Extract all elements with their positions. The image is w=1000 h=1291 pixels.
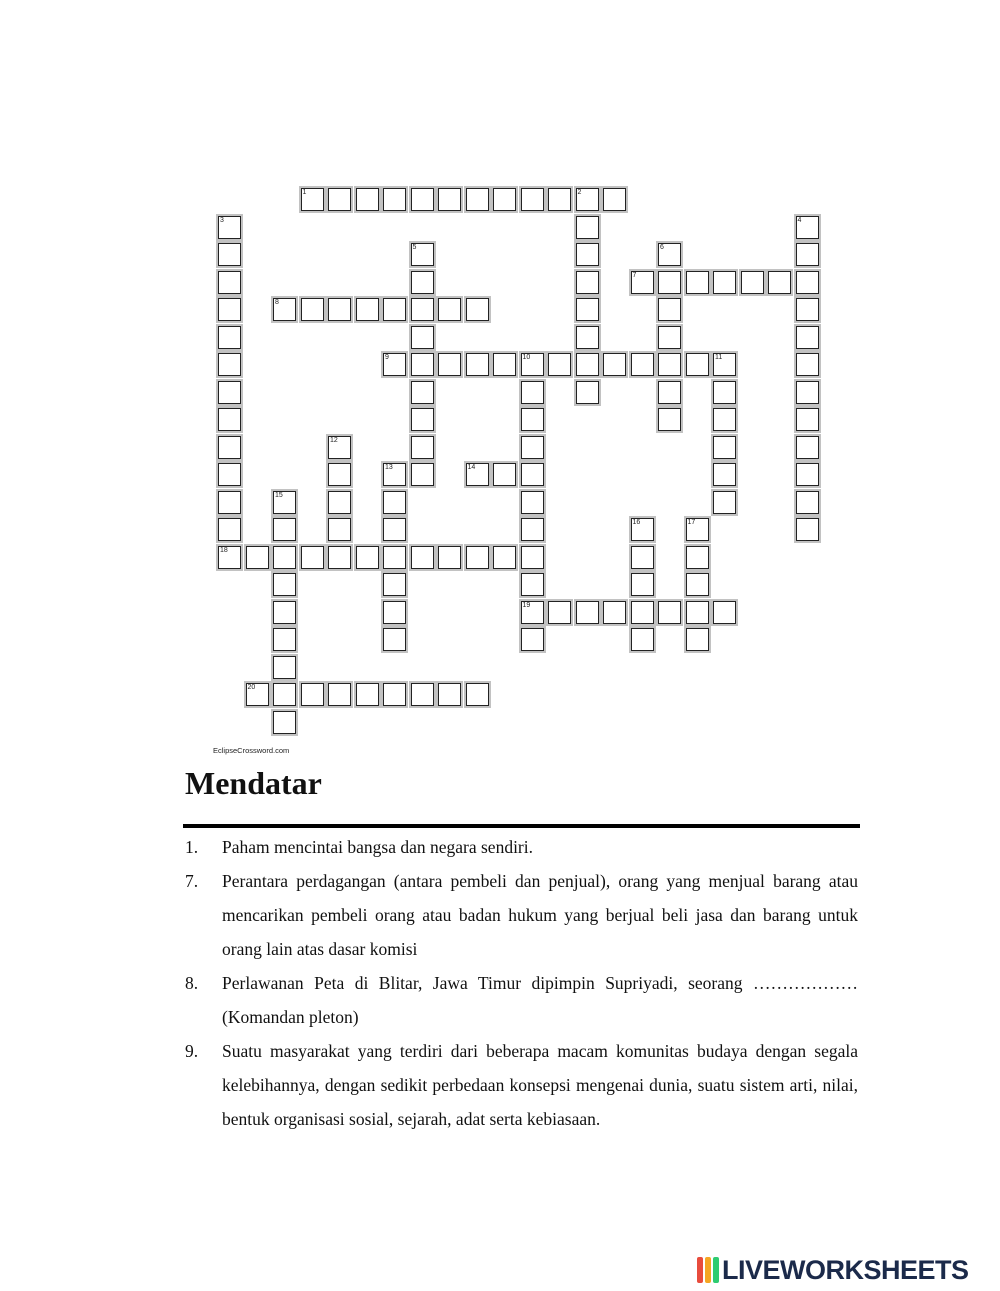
clue-text: Perlawanan Peta di Blitar, Jawa Timur dipimpin Supriyadi, seorang ……………… (Komandan pleton) xyxy=(222,973,858,1027)
crossword-cell[interactable] xyxy=(218,298,241,321)
crossword-cell[interactable] xyxy=(631,518,654,541)
crossword-cell[interactable] xyxy=(383,683,406,706)
crossword-cell[interactable] xyxy=(411,353,434,376)
logo-text: LIVEWORKSHEETS xyxy=(722,1254,969,1285)
crossword-cell[interactable] xyxy=(218,326,241,349)
crossword-cell[interactable] xyxy=(521,573,544,596)
crossword-cell[interactable] xyxy=(273,628,296,651)
crossword-cell[interactable] xyxy=(218,546,241,569)
crossword-cell[interactable] xyxy=(658,326,681,349)
crossword-cell[interactable] xyxy=(438,298,461,321)
crossword-cell[interactable] xyxy=(713,408,736,431)
crossword-cell[interactable] xyxy=(411,188,434,211)
crossword-cell[interactable] xyxy=(493,188,516,211)
crossword-cell[interactable] xyxy=(411,326,434,349)
clue-number: 7. xyxy=(185,871,199,891)
crossword-cell[interactable] xyxy=(328,298,351,321)
crossword-cell[interactable] xyxy=(796,326,819,349)
crossword-cell[interactable] xyxy=(493,546,516,569)
clue-number-label: 5 xyxy=(412,244,417,251)
liveworksheets-logo xyxy=(697,1254,969,1286)
crossword-cell[interactable] xyxy=(493,463,516,486)
clue-text: Perantara perdagangan (antara pembeli dan penjual), orang yang menjual barang atau mencarikan pembeli orang atau badan hukum yang berjual beli jasa dan barang untuk orang lain atas dasar komisi xyxy=(222,871,858,959)
crossword-cell[interactable] xyxy=(521,436,544,459)
crossword-cell[interactable] xyxy=(576,216,599,239)
crossword-cell[interactable] xyxy=(686,353,709,376)
clue-number-label: 3 xyxy=(220,216,224,224)
crossword-cell[interactable] xyxy=(411,381,434,404)
clue-item xyxy=(185,966,858,1034)
crossword-cell[interactable] xyxy=(218,463,241,486)
crossword-cell[interactable] xyxy=(686,573,709,596)
crossword-cell[interactable] xyxy=(273,518,296,541)
crossword-cell[interactable] xyxy=(631,601,654,624)
crossword-cell[interactable] xyxy=(713,601,736,624)
crossword-cell[interactable] xyxy=(713,436,736,459)
crossword-cell[interactable] xyxy=(301,683,324,706)
crossword-cell[interactable] xyxy=(658,271,681,294)
crossword-cell[interactable] xyxy=(521,353,544,376)
heading-divider xyxy=(183,824,860,828)
crossword-cell[interactable] xyxy=(631,546,654,569)
crossword-cell[interactable] xyxy=(631,628,654,651)
crossword-cell[interactable] xyxy=(328,463,351,486)
clue-number-label: 16 xyxy=(632,519,641,526)
clue-list xyxy=(185,830,858,1136)
crossword-cell[interactable] xyxy=(356,546,379,569)
crossword-cell[interactable] xyxy=(603,188,626,211)
crossword-cell[interactable] xyxy=(466,353,489,376)
crossword-cell[interactable] xyxy=(521,628,544,651)
crossword-cell[interactable] xyxy=(438,188,461,211)
clue-number-label: 20 xyxy=(247,684,256,691)
crossword-cell[interactable] xyxy=(631,271,654,294)
crossword-cell[interactable] xyxy=(273,601,296,624)
crossword-cell[interactable] xyxy=(466,463,489,486)
crossword-cell[interactable] xyxy=(301,188,324,211)
crossword-cell[interactable] xyxy=(796,298,819,321)
crossword-cell[interactable] xyxy=(686,271,709,294)
crossword-cell[interactable] xyxy=(658,353,681,376)
section-heading: Mendatar xyxy=(185,765,322,801)
crossword-cell[interactable] xyxy=(713,463,736,486)
crossword-cell[interactable] xyxy=(273,683,296,706)
crossword-cell[interactable] xyxy=(328,546,351,569)
crossword-cell[interactable] xyxy=(438,353,461,376)
crossword-cell[interactable] xyxy=(631,353,654,376)
crossword-cell[interactable] xyxy=(796,216,819,239)
crossword-cell[interactable] xyxy=(273,546,296,569)
crossword-cell[interactable] xyxy=(411,683,434,706)
crossword-cell[interactable] xyxy=(383,518,406,541)
crossword-cell[interactable] xyxy=(356,683,379,706)
crossword-cell[interactable] xyxy=(383,463,406,486)
crossword-cell[interactable] xyxy=(273,573,296,596)
crossword-cell[interactable] xyxy=(521,408,544,431)
crossword-cell[interactable] xyxy=(328,683,351,706)
crossword-cell[interactable] xyxy=(658,381,681,404)
crossword-cell[interactable] xyxy=(493,353,516,376)
crossword-cell[interactable] xyxy=(631,573,654,596)
clue-number-label: 8 xyxy=(275,299,279,306)
crossword-cell[interactable] xyxy=(328,518,351,541)
crossword-cell[interactable] xyxy=(796,436,819,459)
clue-number: 8. xyxy=(185,973,199,993)
crossword-cell[interactable] xyxy=(576,271,599,294)
crossword-cell[interactable] xyxy=(301,298,324,321)
crossword-cell[interactable] xyxy=(686,546,709,569)
crossword-cell[interactable] xyxy=(411,546,434,569)
clue-number: 9. xyxy=(185,1041,199,1061)
clue-item xyxy=(185,864,858,966)
crossword-cell[interactable] xyxy=(218,436,241,459)
crossword-cell[interactable] xyxy=(218,243,241,266)
crossword-cell[interactable] xyxy=(521,188,544,211)
clue-number-label: 9 xyxy=(385,354,389,361)
logo-bar xyxy=(697,1257,703,1283)
crossword-cell[interactable] xyxy=(438,546,461,569)
crossword-cell[interactable] xyxy=(521,601,544,624)
crossword-cell[interactable] xyxy=(246,683,269,706)
crossword-cell[interactable] xyxy=(576,353,599,376)
crossword-cell[interactable] xyxy=(383,573,406,596)
crossword-cell[interactable] xyxy=(411,463,434,486)
crossword-cell[interactable] xyxy=(521,546,544,569)
crossword-cell[interactable] xyxy=(218,271,241,294)
clue-number-label: 18 xyxy=(220,546,228,554)
crossword-cell[interactable] xyxy=(411,298,434,321)
crossword-cell[interactable] xyxy=(383,491,406,514)
crossword-cell[interactable] xyxy=(658,243,681,266)
crossword-cell[interactable] xyxy=(576,381,599,404)
crossword-credit: EclipseCrossword.com xyxy=(213,746,290,755)
crossword-cell[interactable] xyxy=(218,381,241,404)
clue-number-label: 2 xyxy=(577,189,582,196)
crossword-cell[interactable] xyxy=(796,491,819,514)
crossword-cell[interactable] xyxy=(383,188,406,211)
crossword-cell[interactable] xyxy=(741,271,764,294)
clue-number-label: 15 xyxy=(275,491,283,499)
crossword-cell[interactable] xyxy=(576,188,599,211)
crossword-cell[interactable] xyxy=(466,683,489,706)
clue-number: 1. xyxy=(185,837,199,857)
crossword-cell[interactable] xyxy=(603,353,626,376)
crossword-cell[interactable] xyxy=(383,546,406,569)
crossword-cell[interactable] xyxy=(328,491,351,514)
crossword-cell[interactable] xyxy=(713,381,736,404)
crossword-cell[interactable] xyxy=(273,656,296,679)
crossword-cell[interactable] xyxy=(383,298,406,321)
clue-number-label: 17 xyxy=(687,519,696,526)
logo-bar xyxy=(713,1257,719,1283)
crossword-cell[interactable] xyxy=(548,188,571,211)
crossword-cell[interactable] xyxy=(301,546,324,569)
clue-text: Suatu masyarakat yang terdiri dari beberapa macam komunitas budaya dengan segala kelebihannya, dengan sedikit perbedaan konsepsi mengenai dunia, suatu sistem arti, nilai, bentuk organisasi sosial, sejarah, adat serta kebiasaan. xyxy=(222,1041,858,1129)
crossword-cell[interactable] xyxy=(521,518,544,541)
crossword-cell[interactable] xyxy=(521,381,544,404)
crossword-cell[interactable] xyxy=(411,436,434,459)
clue-number-label: 11 xyxy=(715,354,723,361)
crossword-cell[interactable] xyxy=(383,601,406,624)
crossword-cell[interactable] xyxy=(411,408,434,431)
crossword-cell[interactable] xyxy=(603,601,626,624)
crossword-cell[interactable] xyxy=(796,353,819,376)
crossword-cell[interactable] xyxy=(383,628,406,651)
crossword-cell[interactable] xyxy=(713,491,736,514)
crossword-cell[interactable] xyxy=(658,298,681,321)
crossword-cell[interactable] xyxy=(796,463,819,486)
clue-number-label: 7 xyxy=(632,271,637,279)
crossword-cell[interactable] xyxy=(466,546,489,569)
crossword-cell[interactable] xyxy=(576,298,599,321)
clue-text: Paham mencintai bangsa dan negara sendiri. xyxy=(222,837,534,857)
crossword-cell[interactable] xyxy=(466,188,489,211)
clue-item xyxy=(185,1034,858,1136)
crossword-cell[interactable] xyxy=(466,298,489,321)
crossword-cell[interactable] xyxy=(273,711,296,734)
crossword-cell[interactable] xyxy=(273,491,296,514)
crossword-cell[interactable] xyxy=(218,518,241,541)
clue-number-label: 6 xyxy=(660,244,664,251)
clue-number-label: 10 xyxy=(522,354,531,361)
logo-bar xyxy=(705,1257,711,1283)
clue-number-label: 19 xyxy=(522,601,531,609)
crossword-cell[interactable] xyxy=(576,601,599,624)
logo-mark-icon xyxy=(697,1257,719,1283)
crossword-cell[interactable] xyxy=(686,628,709,651)
crossword-cell[interactable] xyxy=(796,518,819,541)
clue-number-label: 12 xyxy=(330,436,338,444)
crossword-cell[interactable] xyxy=(328,436,351,459)
crossword-cell[interactable] xyxy=(411,271,434,294)
crossword-cell[interactable] xyxy=(796,381,819,404)
crossword-cell[interactable] xyxy=(328,188,351,211)
crossword-cell[interactable] xyxy=(576,243,599,266)
crossword-cell[interactable] xyxy=(796,271,819,294)
crossword-cell[interactable] xyxy=(713,353,736,376)
crossword-cell[interactable] xyxy=(356,188,379,211)
crossword-cell[interactable] xyxy=(658,408,681,431)
crossword-cell[interactable] xyxy=(658,601,681,624)
crossword-cell[interactable] xyxy=(686,518,709,541)
crossword-cell[interactable] xyxy=(796,243,819,266)
crossword-cell[interactable] xyxy=(218,491,241,514)
crossword-cell[interactable] xyxy=(686,601,709,624)
crossword-cell[interactable] xyxy=(218,408,241,431)
crossword-cell[interactable] xyxy=(768,271,791,294)
crossword-cell[interactable] xyxy=(548,601,571,624)
crossword-cell[interactable] xyxy=(576,326,599,349)
crossword-cell[interactable] xyxy=(246,546,269,569)
crossword-cell[interactable] xyxy=(383,353,406,376)
crossword-cell[interactable] xyxy=(521,463,544,486)
crossword-cell[interactable] xyxy=(438,683,461,706)
clue-number-label: 4 xyxy=(797,216,802,224)
crossword-cell[interactable] xyxy=(218,216,241,239)
clue-item xyxy=(185,830,858,864)
crossword-cell[interactable] xyxy=(411,243,434,266)
clue-number-label: 14 xyxy=(467,464,476,471)
crossword-cell[interactable] xyxy=(548,353,571,376)
clue-number-label: 13 xyxy=(385,464,393,471)
clue-number-label: 1 xyxy=(302,189,307,196)
crossword-cell[interactable] xyxy=(218,353,241,376)
crossword-cell[interactable] xyxy=(713,271,736,294)
crossword-cell[interactable] xyxy=(273,298,296,321)
crossword-cell[interactable] xyxy=(796,408,819,431)
crossword-cell[interactable] xyxy=(521,491,544,514)
crossword-cell[interactable] xyxy=(356,298,379,321)
